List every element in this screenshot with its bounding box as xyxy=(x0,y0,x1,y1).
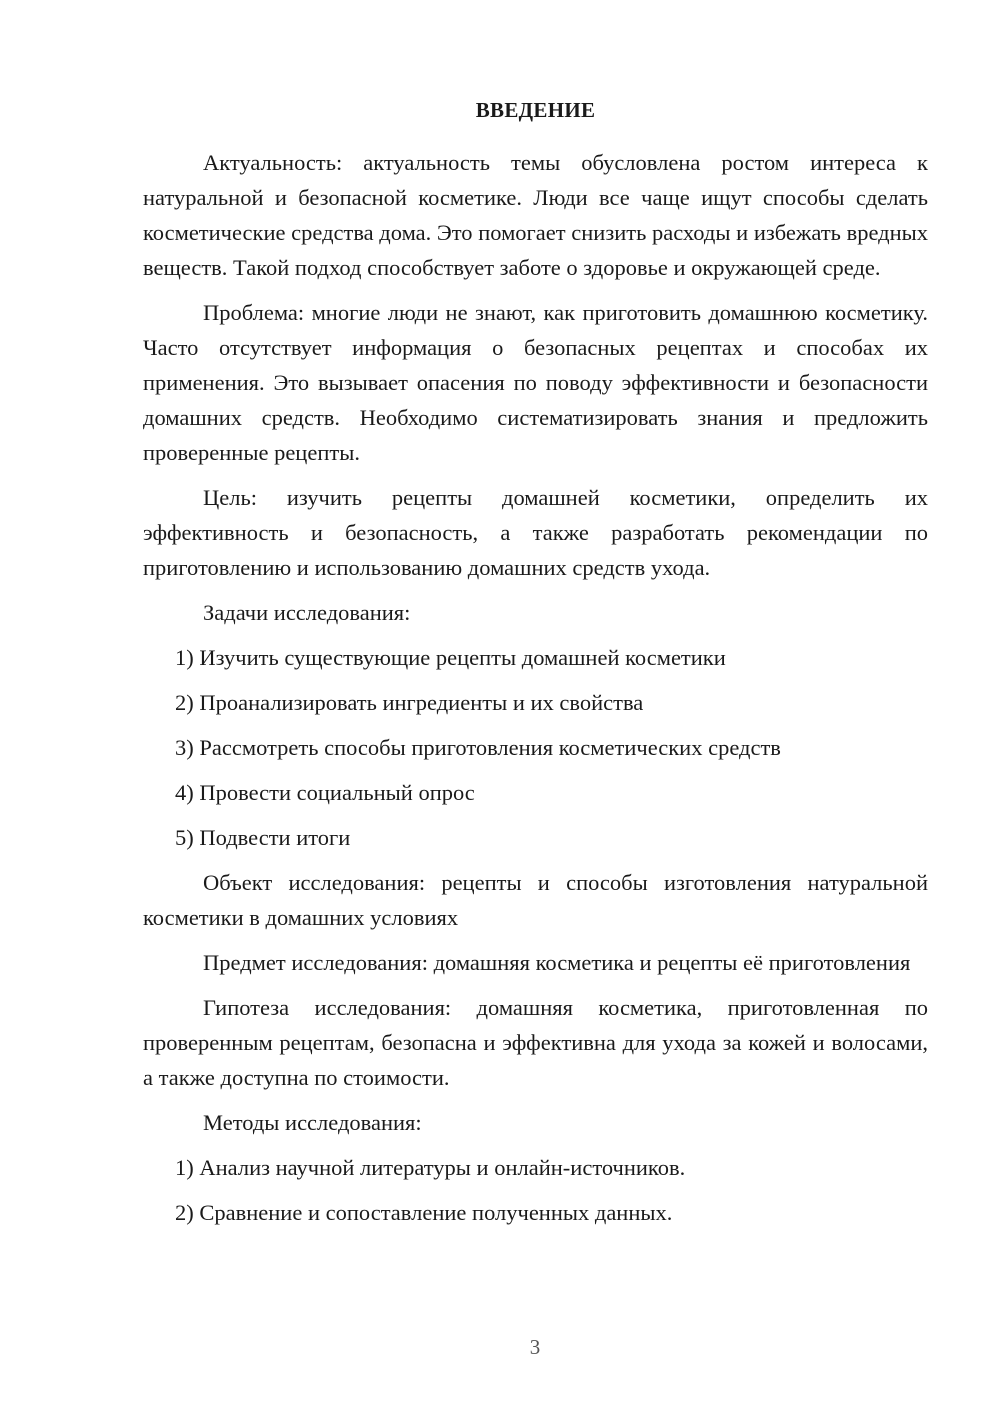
task-item: 4) Провести социальный опрос xyxy=(175,780,475,805)
methods-heading: Методы исследования: xyxy=(203,1110,422,1135)
problem-paragraph: Проблема: многие люди не знают, как приготовить домашнюю косметику. Часто отсутствует информация о безопасных рецептах и способах их применения. Это вызывает опасения по поводу эффективности и безопасности домашних средств. Необходимо систематизировать знания и предложить проверенные рецепты. xyxy=(143,300,928,465)
relevance-paragraph: Актуальность: актуальность темы обусловлена ростом интереса к натуральной и безопасной косметике. Люди все чаще ищут способы сделать косметические средства дома. Это помогает снизить расходы и избежать вредных веществ. Такой подход способствует заботе о здоровье и окружающей среде. xyxy=(143,150,928,280)
page-number: 3 xyxy=(529,1335,541,1359)
subject-paragraph: Предмет исследования: домашняя косметика и рецепты её приготовления xyxy=(203,950,911,975)
task-item: 5) Подвести итоги xyxy=(175,825,351,850)
goal-paragraph: Цель: изучить рецепты домашней косметики, определить их эффективность и безопасность, а также разработать рекомендации по приготовлению и использованию домашних средств ухода. xyxy=(143,485,928,580)
object-paragraph: Объект исследования: рецепты и способы изготовления натуральной косметики в домашних условиях xyxy=(143,870,928,930)
task-item: 2) Проанализировать ингредиенты и их свойства xyxy=(175,690,644,715)
method-item: 2) Сравнение и сопоставление полученных данных. xyxy=(175,1200,673,1225)
task-item: 3) Рассмотреть способы приготовления косметических средств xyxy=(175,735,781,760)
hypothesis-paragraph: Гипотеза исследования: домашняя косметика, приготовленная по проверенным рецептам, безопасна и эффективна для ухода за кожей и волосами, а также доступна по стоимости. xyxy=(143,995,928,1090)
task-item: 1) Изучить существующие рецепты домашней косметики xyxy=(175,645,726,670)
methods-list xyxy=(143,1150,928,1230)
tasks-heading: Задачи исследования: xyxy=(203,600,411,625)
method-item: 1) Анализ научной литературы и онлайн-источников. xyxy=(175,1155,686,1180)
document-page xyxy=(143,95,928,1240)
tasks-list xyxy=(143,640,928,855)
section-title: ВВЕДЕНИЕ xyxy=(475,98,596,122)
